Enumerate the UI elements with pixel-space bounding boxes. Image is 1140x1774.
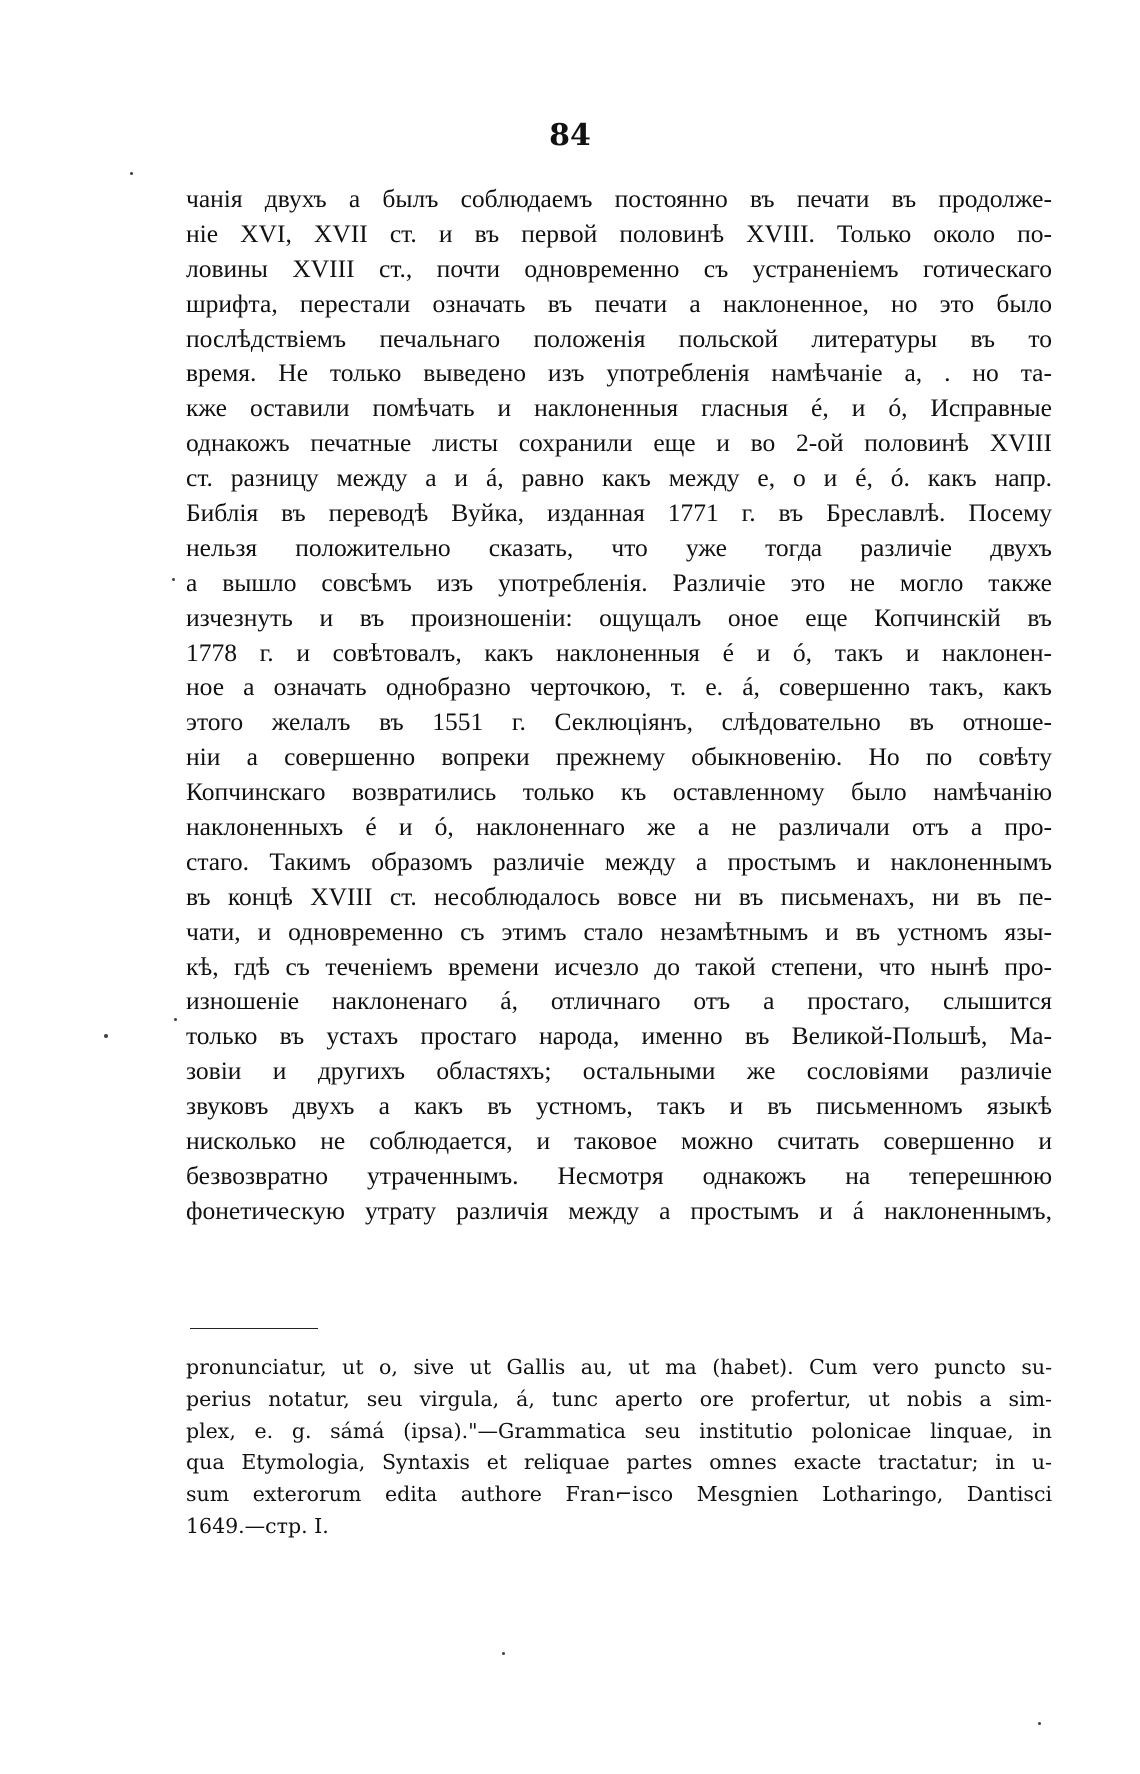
body-line: однакожъ печатные листы сохранили еще и во 2-ой половинѣ XVIII (186, 428, 1052, 458)
body-line: нисколько не соблюдается, и таковое можно считать совершенно и (186, 1126, 1052, 1156)
body-line: чати, и одновременно съ этимъ стало незамѣтнымъ и въ устномъ язы- (186, 916, 1052, 946)
body-line: ніи а совершенно вопреки прежнему обыкновенію. Но по совѣту (186, 742, 1052, 772)
body-line: шрифта, перестали означать въ печати а наклоненное, но это было (186, 288, 1052, 318)
body-line: стаго. Такимъ образомъ различіе между а простымъ и наклоненнымъ (186, 846, 1052, 876)
footnote-line: 1649.—стр. I. (186, 1513, 329, 1538)
body-line: звуковъ двухъ а какъ въ устномъ, такъ и въ письменномъ языкѣ (186, 1091, 1052, 1121)
body-line: Библія въ переводѣ Вуйка, изданная 1771 г. въ Бреславлѣ. Посему (186, 498, 1052, 528)
body-line: нельзя положительно сказать, что уже тогда различіе двухъ (186, 532, 1052, 562)
footnote-line: pronunciatur, ut o, sive ut Gallis au, ut ma (habet). Cum vero puncto su- (186, 1355, 1052, 1379)
scan-speck (174, 1018, 177, 1021)
body-line: зовіи и другихъ областяхъ; остальными же сословіями различіе (186, 1056, 1052, 1086)
body-line: ное а означать однобразно черточкою, т. е. á, совершенно такъ, какъ (186, 672, 1052, 702)
body-line: наклоненныхъ é и ó, наклоненнаго же а не различали отъ а про- (186, 812, 1052, 842)
scan-speck (172, 578, 175, 581)
body-line: 1778 г. и совѣтовалъ, какъ наклоненныя é и ó, такъ и наклонен- (186, 637, 1052, 667)
footnote-line: sum exterorum edita authore Fran⌐isco Mesgnien Lotharingo, Dantisci (186, 1482, 1052, 1507)
body-line: изношеніе наклоненаго á, отличнаго отъ а простаго, слышится (186, 986, 1052, 1016)
scan-speck (1038, 1722, 1041, 1725)
footnote-line: plex, e. g. sámá (ipsa)."—Grammatica seu institutio polonicae linquae, in (186, 1418, 1052, 1443)
body-line: только въ устахъ простаго народа, именно въ Великой-Польшѣ, Ма- (186, 1021, 1052, 1051)
scan-speck (502, 1652, 505, 1655)
footnote (186, 1352, 1052, 1543)
body-line: послѣдствіемъ печальнаго положенія польской литературы въ то (186, 323, 1052, 353)
body-line: а вышло совсѣмъ изъ употребленія. Различіе это не могло также (186, 567, 1052, 597)
body-line: чанія двухъ а былъ соблюдаемъ постоянно въ печати въ продолже- (186, 184, 1052, 213)
body-text (186, 182, 1052, 1229)
body-line: въ концѣ XVIII ст. несоблюдалось вовсе ни въ письменахъ, ни въ пе- (186, 881, 1052, 911)
body-line: этого желалъ въ 1551 г. Секлюціянъ, слѣдовательно въ отноше- (186, 707, 1052, 737)
body-line: ст. разницу между а и á, равно какъ между е, о и é, ó. какъ напр. (186, 463, 1052, 493)
page-number: 84 (549, 118, 591, 153)
body-line: время. Не только выведено изъ употребленія намѣчаніе а, . но та- (186, 358, 1052, 388)
scan-speck (104, 1034, 108, 1038)
scan-speck (130, 172, 133, 175)
body-line: безвозвратно утраченнымъ. Несмотря однакожъ на теперешнюю (186, 1160, 1052, 1190)
body-line: ловины XVIII ст., почти одновременно съ устраненіемъ готическаго (186, 253, 1052, 283)
body-line: кѣ, гдѣ съ теченіемъ времени исчезло до такой степени, что нынѣ про- (186, 951, 1052, 981)
body-line: ніе XVI, XVII ст. и въ первой половинѣ XVIII. Только около по- (186, 218, 1052, 248)
footnote-line: qua Etymologia, Syntaxis et reliquae partes omnes exacte tractatur; in u- (186, 1450, 1052, 1475)
footnote-divider (190, 1328, 318, 1329)
body-line: фонетическую утрату различія между а простымъ и á наклоненнымъ, (186, 1195, 1052, 1225)
body-line: кже оставили помѣчать и наклоненныя гласныя é, и ó, Исправные (186, 393, 1052, 423)
body-line: Копчинскаго возвратились только къ оставленному было намѣчанію (186, 777, 1052, 807)
footnote-line: perius notatur, seu virgula, á, tunc aperto ore profertur, ut nobis a sim- (186, 1386, 1052, 1411)
body-line: изчезнуть и въ произношеніи: ощущалъ оное еще Копчинскій въ (186, 602, 1052, 632)
